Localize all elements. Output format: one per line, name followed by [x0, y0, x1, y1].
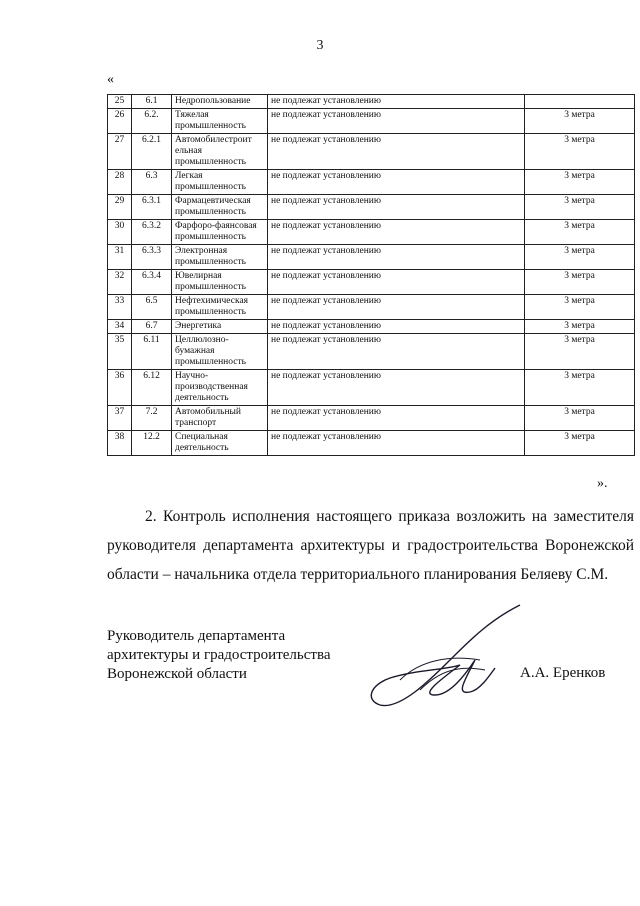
row-value: не подлежат установлению [268, 134, 525, 170]
row-name: Тяжелая промышленность [172, 109, 268, 134]
table-row [108, 406, 635, 431]
opening-quote: « [107, 72, 114, 87]
signatory-title-line2: архитектуры и градостроительства [107, 647, 331, 663]
row-code: 12.2 [132, 431, 172, 456]
row-value: не подлежат установлению [268, 295, 525, 320]
handwritten-signature [360, 600, 530, 720]
row-number: 30 [108, 220, 132, 245]
row-code: 6.7 [132, 320, 172, 334]
table-row [108, 334, 635, 370]
row-value: не подлежат установлению [268, 334, 525, 370]
row-name: Автомобильный транспорт [172, 406, 268, 431]
table-row [108, 431, 635, 456]
row-metric: 3 метра [525, 431, 635, 456]
row-metric: 3 метра [525, 245, 635, 270]
table-row [108, 170, 635, 195]
signer-name: А.А. Еренков [520, 665, 606, 681]
row-number: 36 [108, 370, 132, 406]
signatory-block [107, 627, 330, 684]
row-metric: 3 метра [525, 406, 635, 431]
row-number: 28 [108, 170, 132, 195]
row-value: не подлежат установлению [268, 270, 525, 295]
signatory-title-line1: Руководитель департамента [107, 628, 286, 644]
row-value: не подлежат установлению [268, 245, 525, 270]
row-name: Фарфоро-фаянсовая промышленность [172, 220, 268, 245]
row-code: 6.3.3 [132, 245, 172, 270]
table-row [108, 270, 635, 295]
row-name: Целлюлозно-бумажная промышленность [172, 334, 268, 370]
row-code: 6.11 [132, 334, 172, 370]
row-code: 6.5 [132, 295, 172, 320]
row-number: 37 [108, 406, 132, 431]
row-name: Ювелирная промышленность [172, 270, 268, 295]
row-name: Автомобилестроит ельная промышленность [172, 134, 268, 170]
row-value: не подлежат установлению [268, 370, 525, 406]
row-code: 6.3.1 [132, 195, 172, 220]
table-row [108, 220, 635, 245]
row-metric: 3 метра [525, 109, 635, 134]
page-number: 3 [316, 38, 324, 53]
row-name: Научно-производственная деятельность [172, 370, 268, 406]
table-row [108, 95, 635, 109]
row-name: Фармацевтическая промышленность [172, 195, 268, 220]
row-value: не подлежат установлению [268, 109, 525, 134]
row-metric: 3 метра [525, 195, 635, 220]
table-row [108, 195, 635, 220]
row-number: 38 [108, 431, 132, 456]
row-number: 34 [108, 320, 132, 334]
control-paragraph: 2. Контроль исполнения настоящего приказа возложить на заместителя руководителя департамента архитектуры и градостроительства Воронежской области – начальника отдела территориального планирования Беляеву С.М. [107, 508, 634, 583]
row-name: Нефтехимическая промышленность [172, 295, 268, 320]
table-row [108, 295, 635, 320]
row-value: не подлежат установлению [268, 195, 525, 220]
table-row [108, 370, 635, 406]
row-code: 6.3.4 [132, 270, 172, 295]
row-metric: 3 метра [525, 370, 635, 406]
row-number: 25 [108, 95, 132, 109]
closing-quote: ». [597, 476, 608, 491]
row-value: не подлежат установлению [268, 170, 525, 195]
row-number: 35 [108, 334, 132, 370]
table-body [108, 95, 635, 456]
table-row [108, 134, 635, 170]
row-name: Недропользование [172, 95, 268, 109]
row-number: 27 [108, 134, 132, 170]
table-row [108, 245, 635, 270]
row-value: не подлежат установлению [268, 220, 525, 245]
row-metric: 3 метра [525, 170, 635, 195]
row-metric: 3 метра [525, 220, 635, 245]
row-number: 32 [108, 270, 132, 295]
row-value: не подлежат установлению [268, 320, 525, 334]
row-name: Легкая промышленность [172, 170, 268, 195]
row-value: не подлежат установлению [268, 406, 525, 431]
row-name: Электронная промышленность [172, 245, 268, 270]
row-number: 26 [108, 109, 132, 134]
row-code: 6.3.2 [132, 220, 172, 245]
row-value: не подлежат установлению [268, 95, 525, 109]
row-metric: 3 метра [525, 270, 635, 295]
row-number: 29 [108, 195, 132, 220]
row-number: 31 [108, 245, 132, 270]
row-name: Энергетика [172, 320, 268, 334]
row-code: 6.1 [132, 95, 172, 109]
row-code: 6.3 [132, 170, 172, 195]
table-row [108, 320, 635, 334]
row-code: 6.2. [132, 109, 172, 134]
row-metric: 3 метра [525, 134, 635, 170]
signatory-title-line3: Воронежской области [107, 666, 247, 682]
row-code: 6.12 [132, 370, 172, 406]
row-metric: 3 метра [525, 334, 635, 370]
row-code: 6.2.1 [132, 134, 172, 170]
row-metric [525, 95, 635, 109]
zones-table [107, 94, 635, 456]
row-metric: 3 метра [525, 295, 635, 320]
row-metric: 3 метра [525, 320, 635, 334]
row-name: Специальная деятельность [172, 431, 268, 456]
row-code: 7.2 [132, 406, 172, 431]
row-number: 33 [108, 295, 132, 320]
row-value: не подлежат установлению [268, 431, 525, 456]
table-row [108, 109, 635, 134]
